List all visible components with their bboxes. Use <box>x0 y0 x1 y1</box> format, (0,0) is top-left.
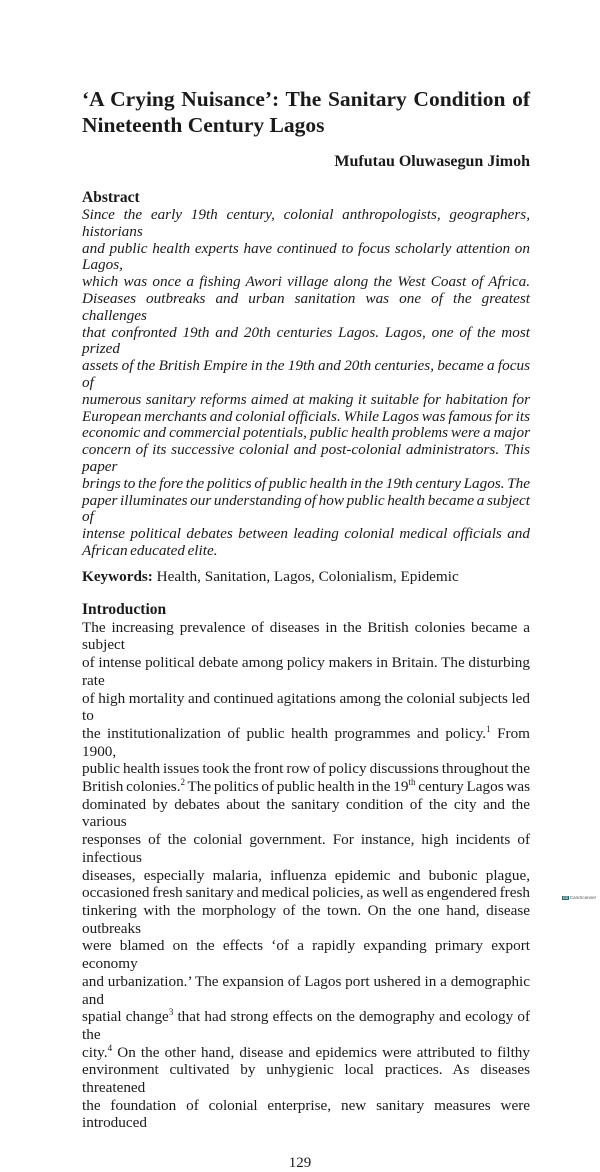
abstract-body <box>82 207 530 560</box>
text-segment: and public health experts have continued to focus scholarly attention on Lagos, <box>82 239 530 274</box>
text-segment: and urbanization.’ The expansion of Lagos port ushered in a demographic and <box>82 972 530 1008</box>
text-segment: that confronted 19th and 20th centuries Lagos. Lagos, one of the most prized <box>82 323 530 358</box>
text-line <box>82 1097 530 1132</box>
text-line <box>82 937 530 972</box>
text-line <box>82 241 530 275</box>
text-line <box>82 760 530 778</box>
footnote-ref: 4 <box>107 1042 113 1053</box>
text-segment: On the other hand, disease and epidemics were attributed to filthy <box>112 1043 530 1061</box>
text-segment: the foundation of colonial enterprise, new sanitary measures were introduced <box>82 1096 530 1132</box>
text-segment: century Lagos was <box>415 778 531 796</box>
introduction-body <box>82 619 530 1132</box>
keywords-value: Health, Sanitation, Lagos, Colonialism, Epidemic <box>152 567 459 585</box>
text-segment: brings to the fore the politics of public health in the 19th century Lagos. The <box>82 474 530 492</box>
text-segment: public health issues took the front row of policy discussions throughout the <box>82 760 530 778</box>
text-line <box>82 409 530 426</box>
page-number: 129 <box>288 1155 312 1172</box>
text-line <box>82 325 530 359</box>
text-line <box>82 1008 530 1043</box>
title-line: Nineteenth Century Lagos <box>82 113 325 137</box>
text-line <box>82 796 530 831</box>
footnote-ref: 2 <box>180 777 186 788</box>
text-line <box>82 476 530 493</box>
text-segment: British colonies. <box>82 778 181 796</box>
text-segment: tinkering with the morphology of the town. On the one hand, disease outbreaks <box>82 901 530 937</box>
footnote-ref: 3 <box>168 1007 174 1018</box>
text-line <box>82 619 530 654</box>
text-line <box>82 902 530 937</box>
text-line <box>82 526 530 543</box>
text-line <box>82 654 530 689</box>
paper-title <box>82 86 530 138</box>
footnote-ref: 1 <box>486 723 491 734</box>
text-line <box>82 725 530 760</box>
text-line <box>82 274 530 291</box>
text-segment: intense political debates between leading colonial medical officials and <box>82 525 530 543</box>
text-line <box>82 973 530 1008</box>
text-segment: concern of its successive colonial and post-colonial administrators. This paper <box>82 441 530 475</box>
text-segment: spatial change <box>82 1008 169 1026</box>
watermark-text: CamScanner <box>569 895 597 900</box>
text-line <box>82 884 530 902</box>
text-line <box>82 778 530 796</box>
text-line <box>82 425 530 442</box>
text-segment: From 1900, <box>82 724 530 760</box>
text-line <box>82 442 530 476</box>
text-segment: Since the early 19th century, colonial anthropologists, geographers, historians <box>82 206 530 240</box>
text-segment: of high mortality and continued agitations among the colonial subjects led to <box>82 689 530 725</box>
text-line <box>82 831 530 866</box>
text-line <box>82 867 530 885</box>
text-line <box>82 1061 530 1096</box>
text-segment: were blamed on the effects ‘of a rapidly expanding primary export economy <box>82 937 530 973</box>
text-segment: dominated by debates about the sanitary condition of the city and the various <box>82 795 530 831</box>
text-line <box>82 543 530 560</box>
text-segment: diseases, especially malaria, influenza epidemic and bubonic plague, <box>82 866 530 884</box>
keywords <box>82 568 530 586</box>
text-segment: Diseases outbreaks and urban sanitation was one of the greatest challenges <box>82 289 530 324</box>
text-line <box>82 1044 530 1062</box>
text-segment: responses of the colonial government. For instance, high incidents of infectious <box>82 831 530 866</box>
text-segment: occasioned fresh sanitary and medical policies, as well as engendered fresh <box>82 884 530 902</box>
text-line <box>82 291 530 325</box>
text-line <box>82 690 530 725</box>
abstract-heading: Abstract <box>82 189 140 206</box>
text-segment: European merchants and colonial officials. While Lagos was famous for its <box>82 407 530 425</box>
text-segment: environment cultivated by unhygienic local practices. As diseases threatened <box>82 1061 530 1097</box>
text-segment: that had strong effects on the demography and ecology of the <box>82 1008 530 1043</box>
text-segment: African educated elite. <box>82 541 218 559</box>
text-segment: which was once a fishing Awori village along the West Coast of Africa. <box>82 273 530 291</box>
text-segment: numerous sanitary reforms aimed at making it suitable for habitation for <box>82 390 530 408</box>
text-segment: The politics of public health in the 19 <box>185 778 409 796</box>
text-line <box>82 358 530 392</box>
footnote-ref: th <box>408 777 416 788</box>
text-segment: of intense political debate among policy makers in Britain. The disturbing rate <box>82 654 530 689</box>
camscanner-logo-icon: CS <box>563 895 568 900</box>
text-segment: assets of the British Empire in the 19th and 20th centuries, became a focus of <box>82 357 530 391</box>
camscanner-watermark <box>562 895 596 900</box>
text-line <box>82 392 530 409</box>
text-segment: city. <box>82 1043 108 1061</box>
text-segment: paper illuminates our understanding of how public health became a subject of <box>82 491 530 526</box>
text-segment: economic and commercial potentials, public health problems were a major <box>82 424 530 442</box>
keywords-label: Keywords: <box>82 567 153 585</box>
introduction-heading: Introduction <box>82 600 167 618</box>
text-segment: The increasing prevalence of diseases in the British colonies became a subject <box>82 618 530 654</box>
text-line <box>82 207 530 241</box>
author-name: Mufutau Oluwasegun Jimoh <box>334 153 530 170</box>
title-line: ‘A Crying Nuisance’: The Sanitary Condition of <box>82 87 530 111</box>
text-line <box>82 493 530 527</box>
text-segment: the institutionalization of public health programmes and policy. <box>82 724 487 742</box>
